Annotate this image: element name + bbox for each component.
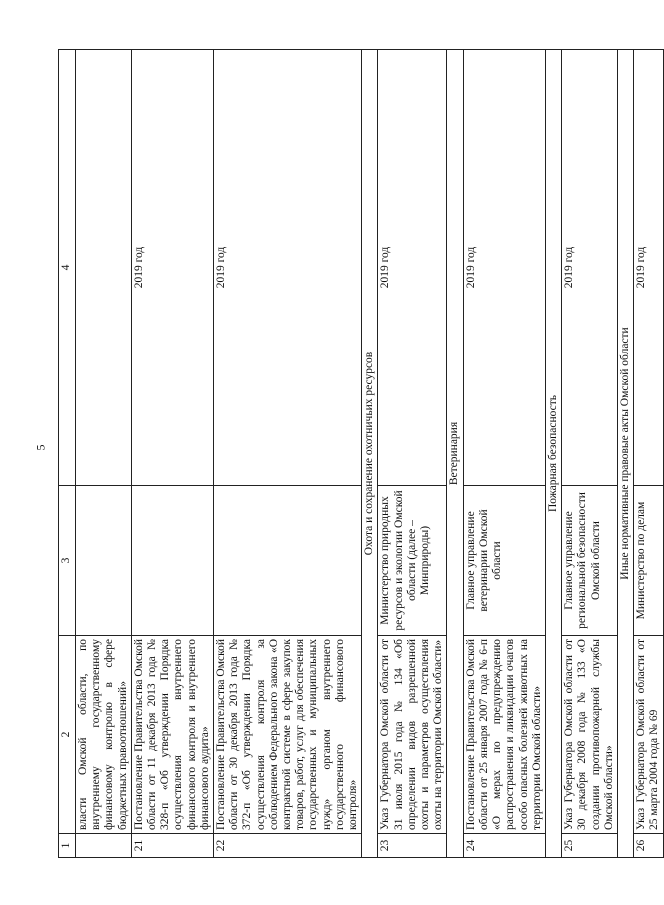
year-cell: 2019 год (634, 50, 663, 486)
document-cell: Постановление Правительства Омской области от 30 декабря 2013 года № 372-п «Об утверждении Порядка осуществления контроля за соблюдением Федерального закона «О контрактной системе в сфере закупок товаров, работ, услуг для обеспечения государственных и муниципальных нужд» органом внутреннего государственного финансового контроля» (214, 636, 362, 834)
year-cell: 2019 год (378, 50, 447, 486)
document-cell: Указ Губернатора Омской области от 30 декабря 2008 года № 133 «О создании противопожарной службы Омской области» (562, 636, 618, 834)
year-cell: 2019 год (131, 50, 213, 486)
header-cell: 4 (59, 50, 76, 486)
regulation-table-container (58, 50, 661, 858)
table-row (131, 50, 213, 858)
document-cell: Постановление Правительства Омской области от 25 января 2007 года № 6-п «О мерах по предупреждению распространения и ликвидации очагов особо опасных болезней животных на территории Омской области» (463, 636, 545, 834)
document-cell: Указ Губернатора Омской области от 25 марта 2004 года № 69 (634, 636, 663, 834)
document-cell: власти Омской области, по внутреннему государственному финансовому контролю в сфере бюджетных правоотношений» (76, 636, 132, 834)
body-cell (214, 486, 362, 636)
section-heading: Охота и сохранение охотничьих ресурсов (362, 50, 378, 858)
header-cell: 1 (59, 834, 76, 858)
body-cell: Министерство по делам (634, 486, 663, 636)
body-cell: Министерство природных ресурсов и экологии Омской области (далее – Минприроды) (378, 486, 447, 636)
year-cell: 2019 год (214, 50, 362, 486)
header-cell: 2 (59, 636, 76, 834)
section-heading: Ветеринария (447, 50, 463, 858)
section-row (545, 50, 561, 858)
row-number: 26 (634, 834, 663, 858)
row-number: 21 (131, 834, 213, 858)
document-cell: Постановление Правительства Омской области от 11 декабря 2013 года № 328-п «Об утверждении Порядка осуществления внутреннего финансового контроля и внутреннего финансового аудита» (131, 636, 213, 834)
table-row (214, 50, 362, 858)
row-number: 22 (214, 834, 362, 858)
row-number (76, 834, 132, 858)
table-row (378, 50, 447, 858)
section-heading: Пожарная безопасность (545, 50, 561, 858)
row-number: 23 (378, 834, 447, 858)
year-cell: 2019 год (463, 50, 545, 486)
row-number: 24 (463, 834, 545, 858)
section-row (447, 50, 463, 858)
regulation-table (58, 49, 664, 858)
section-row (617, 50, 633, 858)
table-row (562, 50, 618, 858)
table-row (76, 50, 132, 858)
section-heading: Иные нормативные правовые акты Омской области (617, 50, 633, 858)
section-row (362, 50, 378, 858)
table-row (634, 50, 663, 858)
header-cell: 3 (59, 486, 76, 636)
document-cell: Указ Губернатора Омской области от 31 июля 2015 года № 134 «Об определении видов разрешенной охоты и параметров осуществления охоты на территории Омской области» (378, 636, 447, 834)
body-cell: Главное управление ветеринарии Омской области (463, 486, 545, 636)
body-cell: Главное управление региональной безопасности Омской области (562, 486, 618, 636)
year-cell: 2019 год (562, 50, 618, 486)
table-body (59, 50, 664, 858)
page-number: 5 (33, 444, 48, 451)
year-cell (76, 50, 132, 486)
table-row (463, 50, 545, 858)
body-cell (131, 486, 213, 636)
row-number: 25 (562, 834, 618, 858)
header-row (59, 50, 76, 858)
body-cell (76, 486, 132, 636)
